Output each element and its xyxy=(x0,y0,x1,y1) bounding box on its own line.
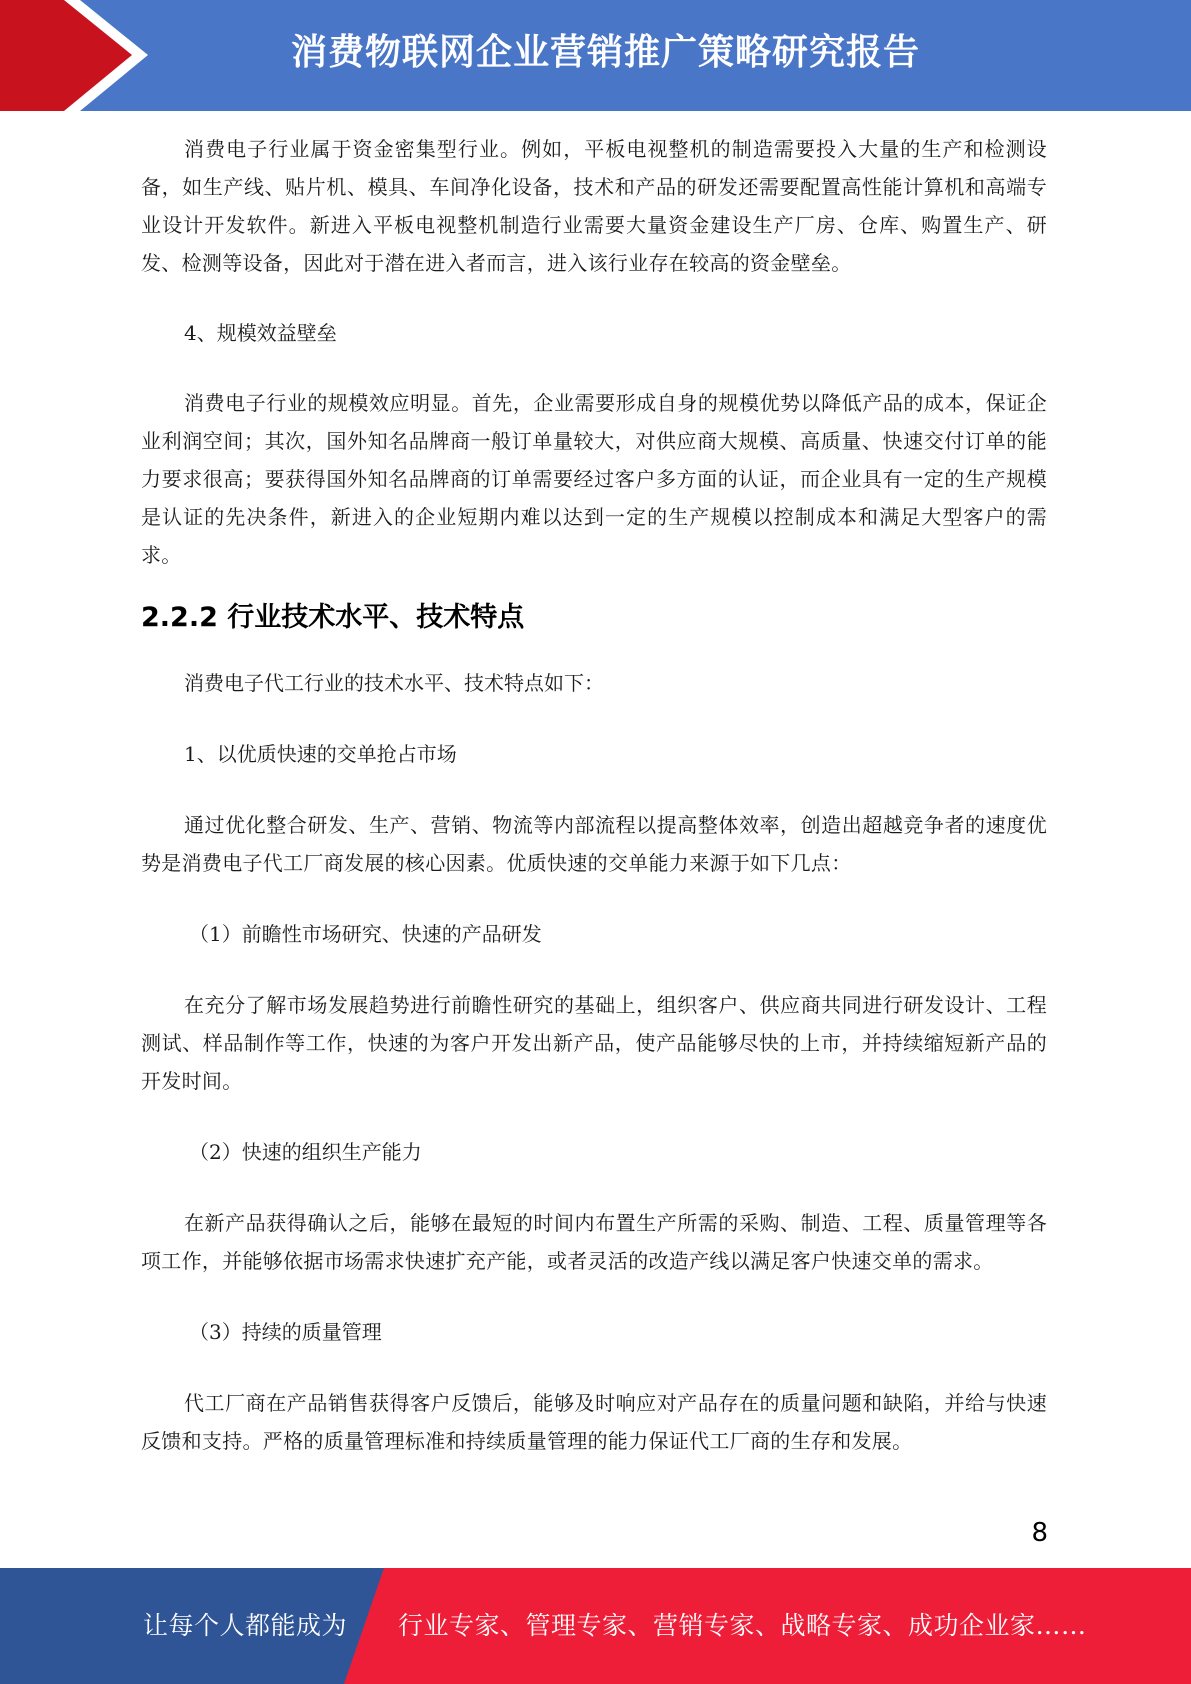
paragraph-production: 在新产品获得确认之后，能够在最短的时间内布置生产所需的采购、制造、工程、质量管理等各项工作，并能够依据市场需求快速扩充产能，或者灵活的改造产线以满足客户快速交单的需求。 xyxy=(141,1211,1047,1273)
report-title: 消费物联网企业营销推广策略研究报告 xyxy=(290,32,920,73)
paragraph-scale-effect: 消费电子行业的规模效应明显。首先，企业需要形成自身的规模优势以降低产品的成本，保证企业利润空间；其次，国外知名品牌商一般订单量较大，对供应商大规模、高质量、快速交付订单的能力要求很高；要获得国外知名品牌商的订单需要经过客户多方面的认证，而企业具有一定的生产规模是认证的先决条件，新进入的企业短期内难以达到一定的生产规模以控制成本和满足大型客户的需求。 xyxy=(141,391,1047,567)
page-number: 8 xyxy=(1031,1518,1048,1548)
item-scale-barrier: 4、规模效益壁垒 xyxy=(184,321,337,345)
page-header xyxy=(0,0,1191,111)
paragraph-capital-barrier: 消费电子行业属于资金密集型行业。例如，平板电视整机的制造需要投入大量的生产和检测设备，如生产线、贴片机、模具、车间净化设备，技术和产品的研发还需要配置高性能计算机和高端专业设计开发软件。新进入平板电视整机制造行业需要大量资金建设生产厂房、仓库、购置生产、研发、检测等设备，因此对于潜在进入者而言，进入该行业存在较高的资金壁垒。 xyxy=(141,137,1047,275)
footer-slogan-roles: 行业专家、管理专家、营销专家、战略专家、成功企业家…… xyxy=(398,1611,1087,1640)
main-content xyxy=(141,130,1047,1460)
sub-item-quality: （3）持续的质量管理 xyxy=(189,1320,382,1344)
paragraph-speed-advantage: 通过优化整合研发、生产、营销、物流等内部流程以提高整体效率，创造出超越竞争者的速度优势是消费电子代工厂商发展的核心因素。优质快速的交单能力来源于如下几点： xyxy=(141,813,1047,875)
sub-item-research: （1）前瞻性市场研究、快速的产品研发 xyxy=(189,922,542,946)
item-fast-delivery: 1、以优质快速的交单抢占市场 xyxy=(184,742,457,766)
paragraph-quality: 代工厂商在产品销售获得客户反馈后，能够及时响应对产品存在的质量问题和缺陷，并给与快速反馈和支持。严格的质量管理标准和持续质量管理的能力保证代工厂商的生存和发展。 xyxy=(141,1391,1047,1453)
paragraph-intro: 消费电子代工行业的技术水平、技术特点如下： xyxy=(184,671,604,695)
footer-slogan-lead: 让每个人都能成为 xyxy=(143,1611,348,1640)
sub-item-production: （2）快速的组织生产能力 xyxy=(189,1140,422,1164)
paragraph-research: 在充分了解市场发展趋势进行前瞻性研究的基础上，组织客户、供应商共同进行研发设计、工程测试、样品制作等工作，快速的为客户开发出新产品，使产品能够尽快的上市，并持续缩短新产品的开发时间。 xyxy=(141,993,1047,1093)
section-heading: 2.2.2 行业技术水平、技术特点 xyxy=(141,602,525,633)
page-footer xyxy=(0,1568,1191,1684)
